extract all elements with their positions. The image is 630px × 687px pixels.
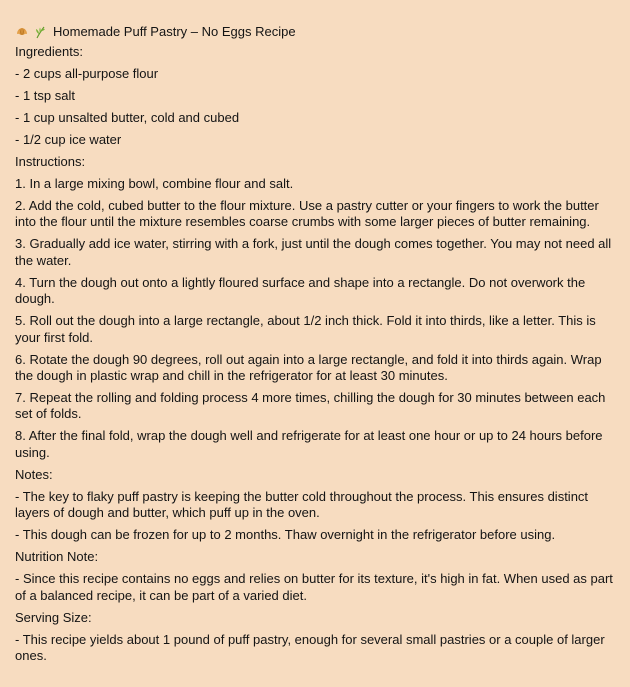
title-row — [15, 22, 615, 42]
ingredient-item: - 2 cups all-purpose flour — [15, 66, 159, 81]
page-title: Homemade Puff Pastry – No Eggs Recipe — [53, 23, 296, 39]
instruction-step: 7. Repeat the rolling and folding process 4 more times, chilling the dough for 30 minutes between each set of folds. — [15, 390, 606, 422]
nutrition-item: - Since this recipe contains no eggs and relies on butter for its texture, it's high in fat. When used as part of a balanced recipe, it can be part of a varied diet. — [15, 571, 613, 603]
instruction-step: 2. Add the cold, cubed butter to the flour mixture. Use a pastry cutter or your fingers to work the butter into the flour until the mixture resembles coarse crumbs with some larger pieces of butter remaining. — [15, 198, 599, 230]
note-item: - The key to flaky puff pastry is keeping the butter cold throughout the process. This ensures distinct layers of dough and butter, which puff up in the oven. — [15, 488, 589, 521]
herb-icon — [33, 25, 47, 39]
ingredient-item: - 1 cup unsalted butter, cold and cubed — [15, 110, 240, 125]
croissant-icon — [15, 25, 29, 39]
serving-item: - This recipe yields about 1 pound of puff pastry, enough for several small pastries or a couple of larger ones. — [15, 631, 605, 664]
instructions-heading: Instructions: — [15, 154, 86, 169]
instruction-step: 3. Gradually add ice water, stirring with a fork, just until the dough comes together. You may not need all the water. — [15, 236, 612, 268]
ingredient-item: - 1 tsp salt — [15, 88, 75, 103]
serving-heading: Serving Size: — [15, 609, 92, 625]
note-item: - This dough can be frozen for up to 2 months. Thaw overnight in the refrigerator before using. — [15, 527, 556, 543]
instruction-step: 6. Rotate the dough 90 degrees, roll out again into a large rectangle, and fold it into thirds again. Wrap the dough in plastic wrap and chill in the refrigerator for at least 30 minutes. — [15, 351, 602, 384]
instruction-step: 1. In a large mixing bowl, combine flour and salt. — [15, 176, 294, 191]
ingredients-heading: Ingredients: — [15, 44, 83, 59]
instruction-step: 5. Roll out the dough into a large rectangle, about 1/2 inch thick. Fold it into thirds, like a letter. This is your first fold. — [15, 313, 596, 345]
instruction-step: 8. After the final fold, wrap the dough well and refrigerate for at least one hour or up to 24 hours before using. — [15, 428, 603, 460]
notes-heading: Notes: — [15, 466, 53, 482]
instruction-step: 4. Turn the dough out onto a lightly floured surface and shape into a rectangle. Do not overwork the dough. — [15, 274, 586, 307]
nutrition-heading: Nutrition Note: — [15, 549, 99, 565]
ingredient-item: - 1/2 cup ice water — [15, 132, 122, 147]
